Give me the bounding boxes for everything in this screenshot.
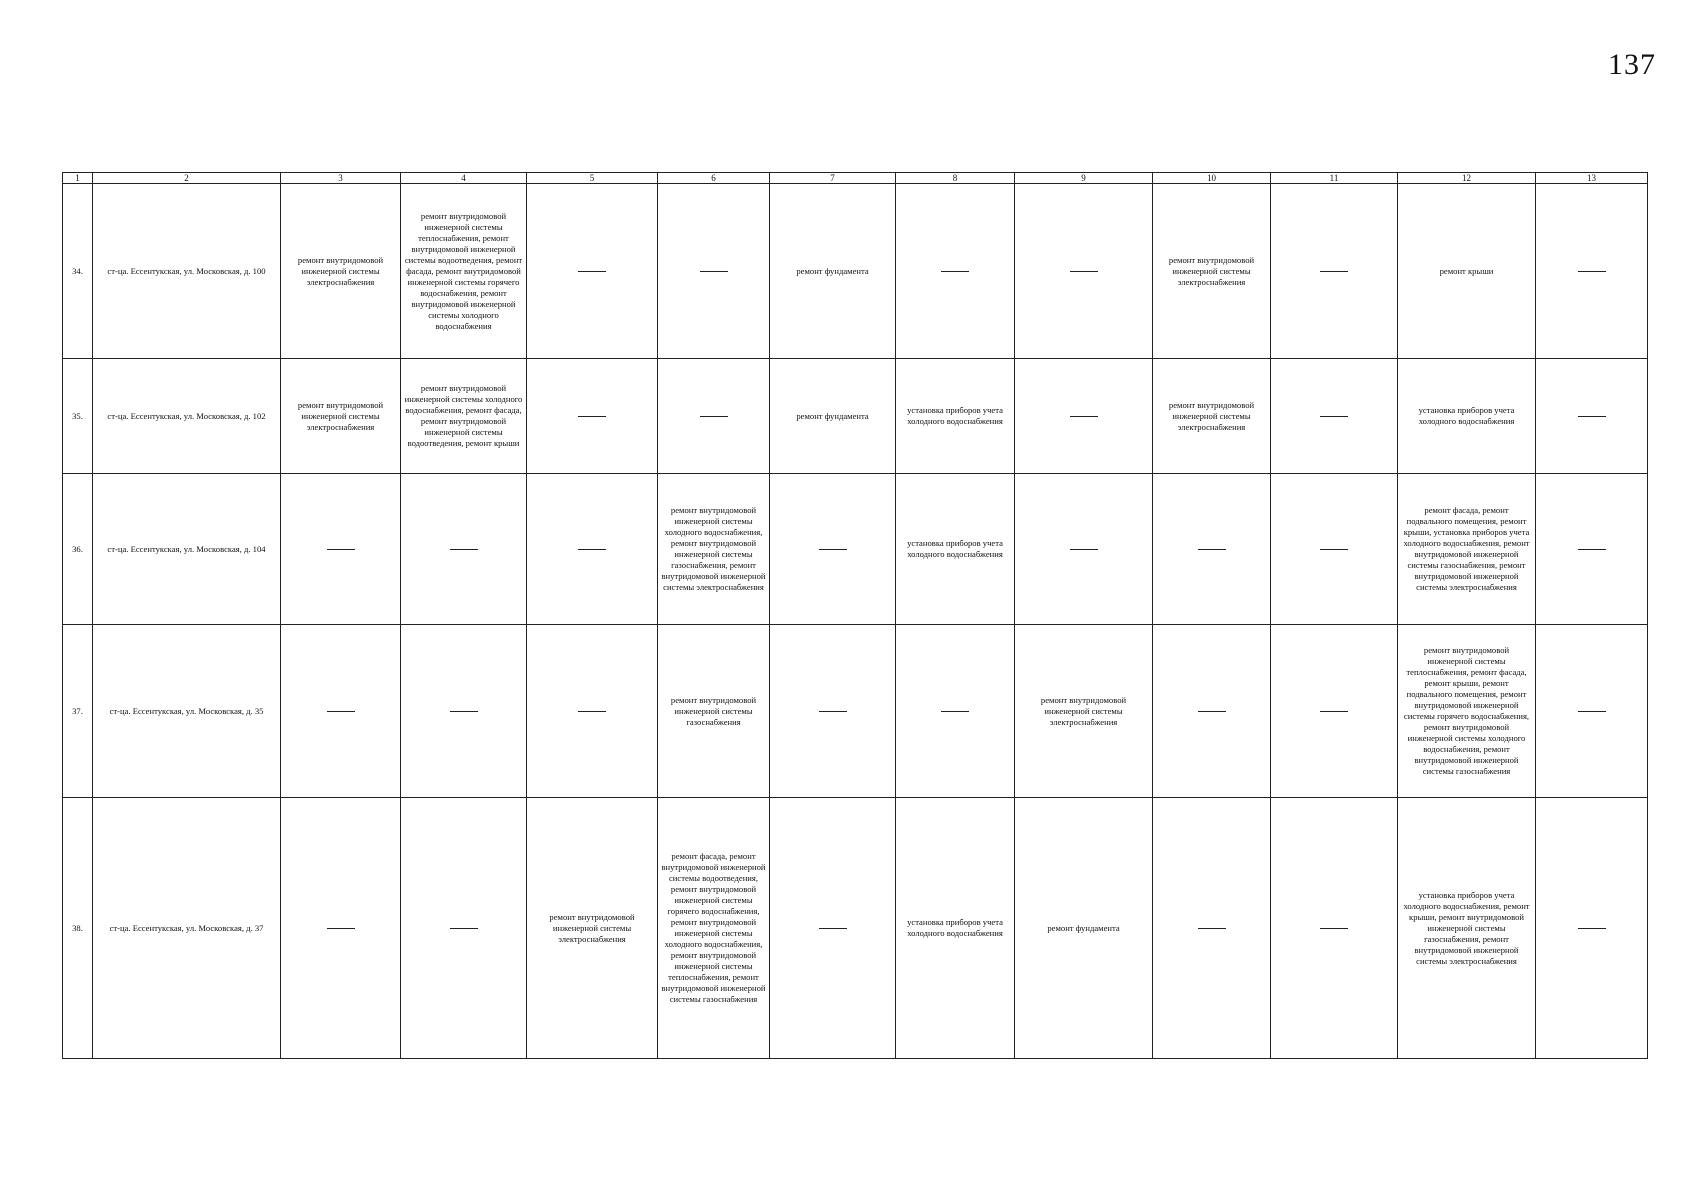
empty-dash-cell <box>527 625 658 798</box>
dash-mark <box>700 271 728 272</box>
column-header: 10 <box>1153 173 1271 184</box>
dash-mark <box>941 711 969 712</box>
dash-mark <box>1198 549 1226 550</box>
dash-mark <box>819 928 847 929</box>
work-description: ремонт внутридомовой инженерной системы холодного водоснабжения, ремонт фасада, ремонт внутридомовой инженерной системы водоотведения, ремонт крыши <box>404 383 523 448</box>
dash-mark <box>578 711 606 712</box>
dash-mark <box>1320 416 1348 417</box>
empty-dash-cell <box>1271 359 1398 474</box>
repair-schedule-table <box>62 172 1648 1059</box>
empty-dash-cell <box>401 474 527 625</box>
page-number: 137 <box>1608 48 1656 81</box>
dash-mark <box>819 711 847 712</box>
dash-mark <box>1198 928 1226 929</box>
empty-dash-cell <box>770 474 896 625</box>
work-type-cell <box>1398 625 1536 798</box>
column-header: 6 <box>658 173 770 184</box>
address-cell: ст-ца. Ессентукская, ул. Московская, д. 35 <box>93 625 281 798</box>
dash-mark <box>1320 711 1348 712</box>
address-cell: ст-ца. Ессентукская, ул. Московская, д. 104 <box>93 474 281 625</box>
work-description: ремонт внутридомовой инженерной системы электроснабжения <box>549 911 635 944</box>
empty-dash-cell <box>1271 798 1398 1059</box>
row-number: 34. <box>63 184 93 359</box>
work-type-cell <box>896 798 1015 1059</box>
empty-dash-cell <box>658 359 770 474</box>
table-row <box>63 625 1648 798</box>
work-type-cell <box>401 184 527 359</box>
dash-mark <box>450 549 478 550</box>
work-description: ремонт внутридомовой инженерной системы электроснабжения <box>1168 399 1255 432</box>
dash-mark <box>578 549 606 550</box>
empty-dash-cell <box>1015 184 1153 359</box>
row-number: 38. <box>63 798 93 1059</box>
work-type-cell <box>1398 798 1536 1059</box>
empty-dash-cell <box>1536 474 1648 625</box>
dash-mark <box>1320 928 1348 929</box>
dash-mark <box>1320 271 1348 272</box>
work-type-cell <box>1398 184 1536 359</box>
work-type-cell <box>401 359 527 474</box>
empty-dash-cell <box>1271 625 1398 798</box>
empty-dash-cell <box>1153 474 1271 625</box>
empty-dash-cell <box>281 625 401 798</box>
dash-mark <box>1578 549 1606 550</box>
work-description: установка приборов учета холодного водоснабжения, ремонт крыши, ремонт внутридомовой инженерной системы газоснабжения, ремонт внутридомовой инженерной системы электроснабжения <box>1403 889 1530 966</box>
work-type-cell <box>1153 184 1271 359</box>
row-number: 35. <box>63 359 93 474</box>
work-type-cell <box>896 474 1015 625</box>
dash-mark <box>1070 271 1098 272</box>
address-cell: ст-ца. Ессентукская, ул. Московская, д. 102 <box>93 359 281 474</box>
dash-mark <box>1578 928 1606 929</box>
empty-dash-cell <box>1153 798 1271 1059</box>
empty-dash-cell <box>896 184 1015 359</box>
empty-dash-cell <box>1271 184 1398 359</box>
dash-mark <box>1578 711 1606 712</box>
column-header: 11 <box>1271 173 1398 184</box>
work-description: ремонт внутридомовой инженерной системы холодного водоснабжения, ремонт внутридомовой инженерной системы газоснабжения, ремонт внутридомовой инженерной системы электроснабжения <box>661 505 766 592</box>
dash-mark <box>1578 416 1606 417</box>
empty-dash-cell <box>281 474 401 625</box>
work-description: ремонт крыши <box>1439 265 1494 276</box>
column-header: 3 <box>281 173 401 184</box>
dash-mark <box>327 711 355 712</box>
column-header: 1 <box>63 173 93 184</box>
work-type-cell <box>896 359 1015 474</box>
column-header: 2 <box>93 173 281 184</box>
dash-mark <box>578 416 606 417</box>
dash-mark <box>578 271 606 272</box>
work-type-cell <box>527 798 658 1059</box>
empty-dash-cell <box>658 184 770 359</box>
work-description: ремонт фундамента <box>1047 922 1120 933</box>
work-description: установка приборов учета холодного водоснабжения <box>907 917 1003 938</box>
work-description: ремонт внутридомовой инженерной системы электроснабжения <box>297 254 384 287</box>
work-type-cell <box>770 184 896 359</box>
work-description: ремонт внутридомовой инженерной системы электроснабжения <box>1168 254 1255 287</box>
dash-mark <box>1070 416 1098 417</box>
work-description: ремонт фундамента <box>796 265 869 276</box>
dash-mark <box>700 416 728 417</box>
table-row <box>63 359 1648 474</box>
column-header: 4 <box>401 173 527 184</box>
work-description: установка приборов учета холодного водоснабжения <box>907 405 1003 426</box>
dash-mark <box>450 928 478 929</box>
empty-dash-cell <box>770 625 896 798</box>
work-description: ремонт фасада, ремонт подвального помещения, ремонт крыши, установка приборов учета холодного водоснабжения, ремонт внутридомовой инженерной системы газоснабжения, ремонт внутридомовой инженерной системы электроснабжения <box>1403 505 1530 592</box>
dash-mark <box>941 271 969 272</box>
empty-dash-cell <box>1153 625 1271 798</box>
work-type-cell <box>281 359 401 474</box>
empty-dash-cell <box>527 474 658 625</box>
work-description: ремонт внутридомовой инженерной системы электроснабжения <box>1040 694 1127 727</box>
row-number: 37. <box>63 625 93 798</box>
work-description: ремонт внутридомовой инженерной системы теплоснабжения, ремонт внутридомовой инженерной системы водоотведения, ремонт фасада, ремонт внутридомовой инженерной системы горячего водоснабжения, ремонт внутридомовой инженерной системы холодного водоснабжения <box>404 210 523 331</box>
dash-mark <box>1070 549 1098 550</box>
dash-mark <box>1578 271 1606 272</box>
dash-mark <box>819 549 847 550</box>
empty-dash-cell <box>1015 359 1153 474</box>
work-type-cell <box>1398 359 1536 474</box>
table-row <box>63 474 1648 625</box>
work-description: ремонт внутридомовой инженерной системы теплоснабжения, ремонт фасада, ремонт крыши, ремонт подвального помещения, ремонт внутридомовой инженерной системы горячего водоснабжения, ремонт внутридомовой инженерной системы холодного водоснабжения, ремонт внутридомовой инженерной системы газоснабжения <box>1403 645 1530 776</box>
dash-mark <box>1320 549 1348 550</box>
work-type-cell <box>1398 474 1536 625</box>
work-type-cell <box>658 798 770 1059</box>
column-number-row <box>63 173 1648 184</box>
empty-dash-cell <box>896 625 1015 798</box>
work-description: установка приборов учета холодного водоснабжения <box>1418 405 1515 426</box>
column-header: 9 <box>1015 173 1153 184</box>
dash-mark <box>327 928 355 929</box>
empty-dash-cell <box>1271 474 1398 625</box>
empty-dash-cell <box>527 359 658 474</box>
work-type-cell <box>281 184 401 359</box>
work-description: ремонт фундамента <box>796 410 869 421</box>
address-cell: ст-ца. Ессентукская, ул. Московская, д. 100 <box>93 184 281 359</box>
work-description: ремонт внутридомовой инженерной системы электроснабжения <box>297 399 384 432</box>
empty-dash-cell <box>1536 359 1648 474</box>
dash-mark <box>327 549 355 550</box>
work-type-cell <box>1015 625 1153 798</box>
work-type-cell <box>658 625 770 798</box>
work-description: установка приборов учета холодного водоснабжения <box>907 538 1003 559</box>
empty-dash-cell <box>527 184 658 359</box>
work-type-cell <box>1015 798 1153 1059</box>
empty-dash-cell <box>401 625 527 798</box>
empty-dash-cell <box>1015 474 1153 625</box>
empty-dash-cell <box>281 798 401 1059</box>
dash-mark <box>450 711 478 712</box>
work-type-cell <box>1153 359 1271 474</box>
work-description: ремонт фасада, ремонт внутридомовой инженерной системы водоотведения, ремонт внутридомовой инженерной системы горячего водоснабжения, ремонт внутридомовой инженерной системы холодного водоснабжения, ремонт внутридомовой инженерной системы теплоснабжения, ремонт внутридомовой инженерной системы газоснабжения <box>661 851 766 1004</box>
empty-dash-cell <box>1536 184 1648 359</box>
row-number: 36. <box>63 474 93 625</box>
work-type-cell <box>770 359 896 474</box>
empty-dash-cell <box>1536 798 1648 1059</box>
work-description: ремонт внутридомовой инженерной системы газоснабжения <box>670 694 757 727</box>
table-row <box>63 798 1648 1059</box>
empty-dash-cell <box>770 798 896 1059</box>
work-type-cell <box>658 474 770 625</box>
column-header: 13 <box>1536 173 1648 184</box>
column-header: 12 <box>1398 173 1536 184</box>
column-header: 5 <box>527 173 658 184</box>
empty-dash-cell <box>1536 625 1648 798</box>
empty-dash-cell <box>401 798 527 1059</box>
dash-mark <box>1198 711 1226 712</box>
table-row <box>63 184 1648 359</box>
column-header: 7 <box>770 173 896 184</box>
address-cell: ст-ца. Ессентукская, ул. Московская, д. 37 <box>93 798 281 1059</box>
column-header: 8 <box>896 173 1015 184</box>
